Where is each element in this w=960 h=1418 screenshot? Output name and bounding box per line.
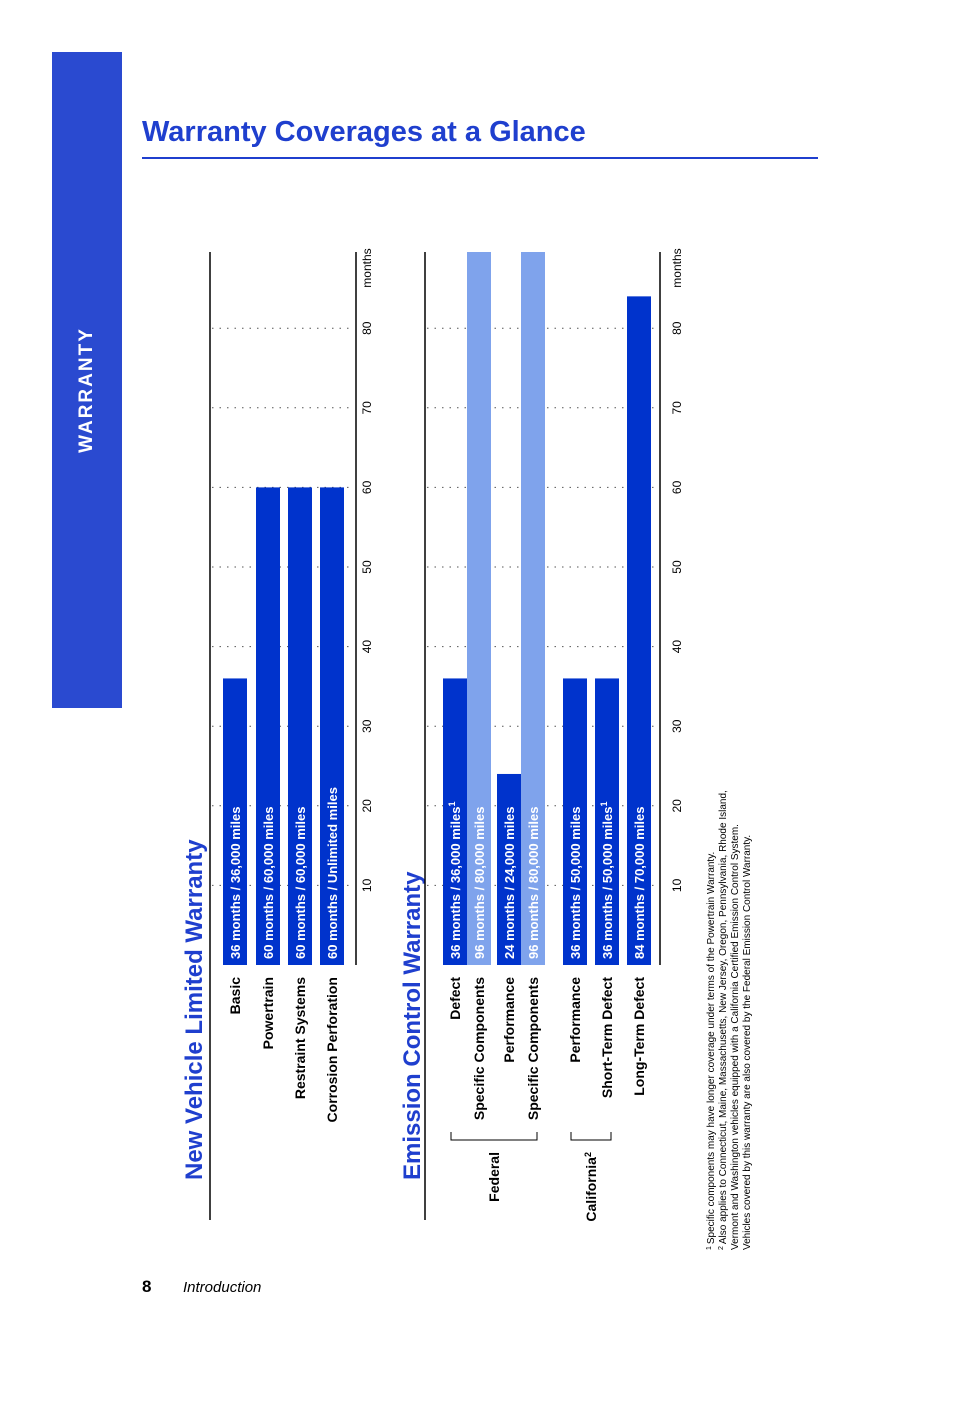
footnote-text: Vehicles covered by this warranty are also covered by the Federal Emission Control Warranty. [742, 834, 753, 1250]
tick-label: 40 [360, 639, 374, 654]
tick-label: 70 [360, 401, 374, 415]
tick-label: 10 [360, 878, 374, 893]
tick-label: 20 [670, 799, 684, 813]
footnote [730, 824, 741, 1250]
page-title: Warranty Coverages at a Glance [142, 116, 586, 148]
tick-label: 30 [360, 719, 374, 733]
tick-label: 50 [670, 560, 684, 574]
chart-title: New Vehicle Limited Warranty [181, 839, 208, 1180]
section-label: Introduction [183, 1279, 262, 1296]
tick-label: 50 [360, 560, 374, 574]
bar-label: 96 months / 80,000 miles [472, 806, 487, 959]
footnote-mark: 1 [447, 801, 457, 807]
bar-label: 60 months / 60,000 miles [261, 806, 276, 959]
row-label: Short-Term Defect [599, 977, 615, 1099]
tick-label: 80 [360, 321, 374, 335]
footnote-mark: 2 [583, 1152, 593, 1158]
bar-label: 24 months / 24,000 miles [502, 806, 517, 959]
tick-label: 60 [670, 480, 684, 495]
tick-label: 30 [670, 719, 684, 733]
footnote-mark: 1 [705, 1244, 713, 1250]
footnote [706, 852, 718, 1250]
group-label: California$^2$ [583, 1152, 599, 1222]
bar-label: 84 months / 70,000 miles [632, 806, 647, 959]
row-label: Powertrain [260, 977, 276, 1050]
row-label: Basic [227, 977, 243, 1015]
row-label: Performance [567, 977, 583, 1063]
bar-label: 36 months / 36,000 miles [228, 806, 243, 959]
group-label: Federal [486, 1152, 502, 1202]
page-number: 8 [142, 1277, 152, 1296]
bar-label: 36 months / 50,000 miles [568, 806, 583, 959]
footnote-text: Specific components may have longer coverage under terms of the Powertrain Warranty. [706, 851, 717, 1245]
chart-1 [181, 248, 374, 1220]
row-label: Restraint Systems [292, 977, 308, 1100]
footnote-text: Vermont and Washington vehicles equipped with a California Certified Emission Control System. [730, 824, 741, 1250]
side-tab-label: WARRANTY [76, 327, 97, 453]
row-label: Corrosion Perforation [324, 977, 340, 1123]
chart-2 [399, 248, 684, 1221]
footnote-mark: 2 [717, 1244, 725, 1250]
tick-label: 10 [670, 878, 684, 893]
group-bracket [571, 1132, 611, 1140]
tick-label: 40 [670, 639, 684, 654]
footnote [718, 790, 730, 1250]
group-bracket [451, 1132, 537, 1140]
chart-title: Emission Control Warranty [399, 871, 426, 1180]
row-label: Long-Term Defect [631, 977, 647, 1096]
axis-unit-label: months [360, 248, 374, 288]
tick-label: 80 [670, 321, 684, 335]
footnote-mark: 1 [599, 801, 609, 807]
bar-label: 36 months / 36,000 miles$^1$ [447, 801, 463, 959]
footnote-text: Also applies to Connecticut, Maine, Massachusetts, New Jersey, Oregon, Pennsylvania, Rhode Island, [718, 790, 729, 1245]
bar-label: 60 months / 60,000 miles [293, 806, 308, 959]
row-label: Performance [501, 977, 517, 1063]
bar-label: 36 months / 50,000 miles$^1$ [599, 801, 615, 959]
tick-label: 70 [670, 401, 684, 415]
footnote [742, 835, 753, 1250]
bar-label: 96 months / 80,000 miles [526, 806, 541, 959]
tick-label: 60 [360, 480, 374, 495]
row-label: Specific Components [525, 977, 541, 1121]
axis-unit-label: months [670, 248, 684, 288]
tick-label: 20 [360, 799, 374, 813]
row-label: Defect [447, 977, 463, 1020]
bar-label: 60 months / Unlimited miles [325, 787, 340, 959]
row-label: Specific Components [471, 977, 487, 1121]
footnotes [706, 790, 754, 1250]
